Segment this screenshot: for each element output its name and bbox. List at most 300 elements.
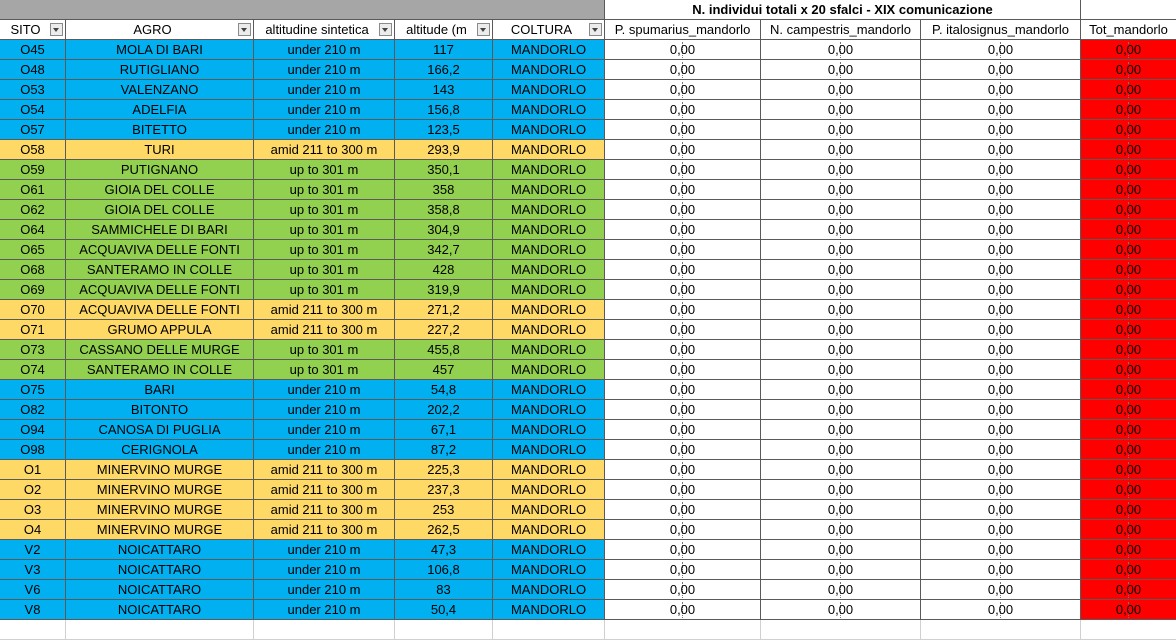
cell-coltura[interactable] (493, 40, 605, 60)
cell-coltura[interactable] (493, 120, 605, 140)
cell-sito[interactable] (0, 220, 66, 240)
cell-value: under 210 m (287, 542, 361, 557)
cell-sito[interactable] (0, 200, 66, 220)
cell-tot[interactable] (1081, 580, 1176, 600)
col-header-agro[interactable] (66, 20, 254, 40)
filter-dropdown-icon[interactable] (589, 23, 602, 36)
cell-value: 342,7 (427, 242, 460, 257)
cell-tot[interactable] (1081, 220, 1176, 240)
cell-sito[interactable] (0, 460, 66, 480)
cell-tot[interactable] (1081, 200, 1176, 220)
cell-ital[interactable] (921, 380, 1081, 400)
cell-spum[interactable] (605, 120, 761, 140)
cell-agro[interactable] (66, 100, 254, 120)
cell-sito[interactable] (0, 400, 66, 420)
cell-agro[interactable] (66, 200, 254, 220)
cell-coltura[interactable] (493, 460, 605, 480)
cell-agro[interactable] (66, 360, 254, 380)
cell-coltura[interactable] (493, 140, 605, 160)
cell-agro[interactable] (66, 280, 254, 300)
cell-alt-sint[interactable] (254, 100, 395, 120)
cell-value: 83 (436, 582, 451, 597)
cell-alt[interactable] (395, 60, 493, 80)
cell-tot[interactable] (1081, 600, 1176, 620)
cell-alt-sint[interactable] (254, 240, 395, 260)
cell-spum[interactable] (605, 580, 761, 600)
cell-agro[interactable] (66, 260, 254, 280)
cell-sito[interactable] (0, 320, 66, 340)
cell-sito[interactable] (0, 480, 66, 500)
cell-agro[interactable] (66, 140, 254, 160)
empty-cell[interactable] (254, 620, 395, 640)
cell-alt-sint[interactable] (254, 300, 395, 320)
cell-spum[interactable] (605, 140, 761, 160)
cell-coltura[interactable] (493, 520, 605, 540)
cell-alt-sint[interactable] (254, 580, 395, 600)
header-blank-cell[interactable] (0, 0, 605, 20)
cell-alt-sint[interactable] (254, 420, 395, 440)
cell-sito[interactable] (0, 600, 66, 620)
cell-sito[interactable] (0, 560, 66, 580)
empty-cell[interactable] (1081, 620, 1176, 640)
cell-ital[interactable] (921, 140, 1081, 160)
cell-spum[interactable] (605, 400, 761, 420)
cell-alt[interactable] (395, 280, 493, 300)
cell-spum[interactable] (605, 260, 761, 280)
cell-coltura[interactable] (493, 260, 605, 280)
cell-value: MOLA DI BARI (116, 42, 203, 57)
cell-agro[interactable] (66, 120, 254, 140)
cell-ital[interactable] (921, 80, 1081, 100)
cell-ital[interactable] (921, 540, 1081, 560)
cell-ital[interactable] (921, 460, 1081, 480)
cell-agro[interactable] (66, 460, 254, 480)
cell-coltura[interactable] (493, 360, 605, 380)
cell-alt[interactable] (395, 240, 493, 260)
group-title[interactable]: N. individui totali x 20 sfalci - XIX comunicazione (605, 0, 1081, 20)
cell-sito[interactable] (0, 60, 66, 80)
cell-alt[interactable] (395, 500, 493, 520)
cell-tot[interactable] (1081, 440, 1176, 460)
cell-alt-sint[interactable] (254, 180, 395, 200)
cell-alt[interactable] (395, 220, 493, 240)
cell-alt[interactable] (395, 140, 493, 160)
cell-alt-sint[interactable] (254, 80, 395, 100)
cell-coltura[interactable] (493, 480, 605, 500)
cell-ital[interactable] (921, 400, 1081, 420)
col-header-italosignus[interactable]: P. italosignus_mandorlo (921, 20, 1081, 40)
cell-value: 0,00 (827, 582, 854, 597)
cell-ital[interactable] (921, 520, 1081, 540)
cell-alt[interactable] (395, 200, 493, 220)
cell-alt[interactable] (395, 420, 493, 440)
cell-tot[interactable] (1081, 320, 1176, 340)
cell-camp[interactable] (761, 160, 921, 180)
cell-agro[interactable] (66, 420, 254, 440)
cell-agro[interactable] (66, 600, 254, 620)
cell-coltura[interactable] (493, 600, 605, 620)
cell-tot[interactable] (1081, 540, 1176, 560)
cell-alt[interactable] (395, 360, 493, 380)
cell-coltura[interactable] (493, 500, 605, 520)
cell-alt[interactable] (395, 480, 493, 500)
cell-tot[interactable] (1081, 240, 1176, 260)
cell-spum[interactable] (605, 600, 761, 620)
empty-cell[interactable] (0, 620, 66, 640)
cell-ital[interactable] (921, 260, 1081, 280)
cell-coltura[interactable] (493, 160, 605, 180)
cell-coltura[interactable] (493, 200, 605, 220)
cell-camp[interactable] (761, 60, 921, 80)
cell-ital[interactable] (921, 300, 1081, 320)
cell-alt[interactable] (395, 40, 493, 60)
cell-coltura[interactable] (493, 280, 605, 300)
cell-agro[interactable] (66, 300, 254, 320)
cell-value: up to 301 m (289, 342, 359, 357)
cell-agro[interactable] (66, 480, 254, 500)
cell-alt[interactable] (395, 600, 493, 620)
col-header-tot[interactable]: Tot_mandorlo (1081, 20, 1176, 40)
cell-tot[interactable] (1081, 260, 1176, 280)
cell-ital[interactable] (921, 220, 1081, 240)
cell-spum[interactable] (605, 560, 761, 580)
cell-ital[interactable] (921, 420, 1081, 440)
cell-value: MANDORLO (510, 202, 587, 217)
cell-spum[interactable] (605, 180, 761, 200)
cell-alt[interactable] (395, 120, 493, 140)
cell-camp[interactable] (761, 120, 921, 140)
cell-spum[interactable] (605, 340, 761, 360)
filter-dropdown-icon[interactable] (238, 23, 251, 36)
cell-alt-sint[interactable] (254, 500, 395, 520)
cell-alt[interactable] (395, 560, 493, 580)
cell-alt[interactable] (395, 540, 493, 560)
cell-alt-sint[interactable] (254, 460, 395, 480)
cell-ital[interactable] (921, 100, 1081, 120)
empty-cell[interactable] (493, 620, 605, 640)
cell-agro[interactable] (66, 380, 254, 400)
cell-spum[interactable] (605, 460, 761, 480)
cell-agro[interactable] (66, 440, 254, 460)
cell-coltura[interactable] (493, 80, 605, 100)
cell-sito[interactable] (0, 240, 66, 260)
filter-dropdown-icon[interactable] (50, 23, 63, 36)
cell-coltura[interactable] (493, 100, 605, 120)
cell-alt-sint[interactable] (254, 40, 395, 60)
cell-coltura[interactable] (493, 420, 605, 440)
cell-value: VALENZANO (120, 82, 199, 97)
empty-cell[interactable] (921, 620, 1081, 640)
cell-camp[interactable] (761, 40, 921, 60)
cell-coltura[interactable] (493, 220, 605, 240)
cell-ital[interactable] (921, 340, 1081, 360)
empty-cell[interactable] (605, 620, 761, 640)
cell-spum[interactable] (605, 540, 761, 560)
cell-value: O62 (20, 202, 45, 217)
cell-camp[interactable] (761, 580, 921, 600)
cell-ital[interactable] (921, 600, 1081, 620)
empty-cell[interactable] (761, 620, 921, 640)
cell-coltura[interactable] (493, 60, 605, 80)
cell-ital[interactable] (921, 180, 1081, 200)
cell-camp[interactable] (761, 400, 921, 420)
col-header-sito[interactable] (0, 20, 66, 40)
cell-alt-sint[interactable] (254, 120, 395, 140)
cell-camp[interactable] (761, 460, 921, 480)
cell-sito[interactable] (0, 300, 66, 320)
cell-camp[interactable] (761, 380, 921, 400)
cell-alt-sint[interactable] (254, 340, 395, 360)
cell-tot[interactable] (1081, 560, 1176, 580)
cell-alt-sint[interactable] (254, 600, 395, 620)
empty-cell[interactable] (395, 620, 493, 640)
cell-spum[interactable] (605, 360, 761, 380)
cell-alt-sint[interactable] (254, 360, 395, 380)
cell-tot[interactable] (1081, 520, 1176, 540)
cell-tot[interactable] (1081, 500, 1176, 520)
cell-camp[interactable] (761, 180, 921, 200)
cell-ital[interactable] (921, 560, 1081, 580)
cell-tot[interactable] (1081, 100, 1176, 120)
cell-agro[interactable] (66, 220, 254, 240)
cell-camp[interactable] (761, 520, 921, 540)
cell-agro[interactable] (66, 80, 254, 100)
cell-coltura[interactable] (493, 440, 605, 460)
cell-alt[interactable] (395, 100, 493, 120)
cell-alt[interactable] (395, 300, 493, 320)
cell-sito[interactable] (0, 120, 66, 140)
cell-alt[interactable] (395, 260, 493, 280)
cell-tot[interactable] (1081, 400, 1176, 420)
cell-camp[interactable] (761, 440, 921, 460)
cell-sito[interactable] (0, 180, 66, 200)
cell-tot[interactable] (1081, 80, 1176, 100)
empty-cell[interactable] (66, 620, 254, 640)
cell-alt-sint[interactable] (254, 320, 395, 340)
cell-alt[interactable] (395, 80, 493, 100)
cell-alt-sint[interactable] (254, 60, 395, 80)
cell-camp[interactable] (761, 300, 921, 320)
col-header-spumarius[interactable]: P. spumarius_mandorlo (605, 20, 761, 40)
table-row (0, 540, 1176, 560)
cell-agro[interactable] (66, 500, 254, 520)
cell-tot[interactable] (1081, 280, 1176, 300)
cell-ital[interactable] (921, 60, 1081, 80)
cell-alt-sint[interactable] (254, 280, 395, 300)
cell-coltura[interactable] (493, 240, 605, 260)
col-header-coltura[interactable] (493, 20, 605, 40)
cell-spum[interactable] (605, 280, 761, 300)
cell-camp[interactable] (761, 260, 921, 280)
cell-spum[interactable] (605, 200, 761, 220)
cell-coltura[interactable] (493, 320, 605, 340)
cell-coltura[interactable] (493, 180, 605, 200)
cell-camp[interactable] (761, 480, 921, 500)
cell-ital[interactable] (921, 440, 1081, 460)
cell-agro[interactable] (66, 560, 254, 580)
cell-ital[interactable] (921, 480, 1081, 500)
cell-sito[interactable] (0, 540, 66, 560)
cell-sito[interactable] (0, 260, 66, 280)
cell-sito[interactable] (0, 520, 66, 540)
cell-alt-sint[interactable] (254, 540, 395, 560)
cell-camp[interactable] (761, 100, 921, 120)
cell-camp[interactable] (761, 240, 921, 260)
col-header-altitude[interactable] (395, 20, 493, 40)
cell-spum[interactable] (605, 240, 761, 260)
cell-coltura[interactable] (493, 300, 605, 320)
filter-dropdown-icon[interactable] (379, 23, 392, 36)
cell-agro[interactable] (66, 180, 254, 200)
cell-ital[interactable] (921, 280, 1081, 300)
cell-coltura[interactable] (493, 560, 605, 580)
cell-agro[interactable] (66, 540, 254, 560)
cell-spum[interactable] (605, 440, 761, 460)
cell-spum[interactable] (605, 520, 761, 540)
cell-ital[interactable] (921, 160, 1081, 180)
header-blank-right[interactable] (1081, 0, 1176, 20)
cell-ital[interactable] (921, 200, 1081, 220)
cell-alt[interactable] (395, 440, 493, 460)
cell-ital[interactable] (921, 500, 1081, 520)
cell-camp[interactable] (761, 540, 921, 560)
cell-spum[interactable] (605, 60, 761, 80)
cell-tot[interactable] (1081, 360, 1176, 380)
cell-ital[interactable] (921, 240, 1081, 260)
cell-alt[interactable] (395, 180, 493, 200)
cell-alt-sint[interactable] (254, 520, 395, 540)
cell-agro[interactable] (66, 340, 254, 360)
cell-agro[interactable] (66, 60, 254, 80)
cell-alt[interactable] (395, 400, 493, 420)
cell-alt[interactable] (395, 340, 493, 360)
cell-tot[interactable] (1081, 460, 1176, 480)
cell-tot[interactable] (1081, 140, 1176, 160)
cell-ital[interactable] (921, 580, 1081, 600)
cell-alt-sint[interactable] (254, 200, 395, 220)
cell-alt[interactable] (395, 520, 493, 540)
col-header-campestris[interactable]: N. campestris_mandorlo (761, 20, 921, 40)
cell-sito[interactable] (0, 580, 66, 600)
cell-spum[interactable] (605, 100, 761, 120)
cell-camp[interactable] (761, 360, 921, 380)
cell-coltura[interactable] (493, 580, 605, 600)
cell-alt[interactable] (395, 460, 493, 480)
cell-tot[interactable] (1081, 300, 1176, 320)
cell-sito[interactable] (0, 280, 66, 300)
cell-tot[interactable] (1081, 160, 1176, 180)
cell-camp[interactable] (761, 420, 921, 440)
cell-camp[interactable] (761, 560, 921, 580)
cell-agro[interactable] (66, 580, 254, 600)
cell-camp[interactable] (761, 280, 921, 300)
cell-alt-sint[interactable] (254, 260, 395, 280)
cell-agro[interactable] (66, 240, 254, 260)
cell-alt[interactable] (395, 580, 493, 600)
cell-sito[interactable] (0, 360, 66, 380)
cell-tot[interactable] (1081, 180, 1176, 200)
cell-agro[interactable] (66, 400, 254, 420)
cell-coltura[interactable] (493, 340, 605, 360)
filter-dropdown-icon[interactable] (477, 23, 490, 36)
cell-camp[interactable] (761, 320, 921, 340)
cell-alt[interactable] (395, 320, 493, 340)
cell-sito[interactable] (0, 160, 66, 180)
col-header-altitudine-sintetica[interactable] (254, 20, 395, 40)
cell-ital[interactable] (921, 320, 1081, 340)
cell-spum[interactable] (605, 40, 761, 60)
cell-sito[interactable] (0, 380, 66, 400)
cell-value: 0,00 (827, 402, 854, 417)
cell-alt-sint[interactable] (254, 440, 395, 460)
cell-camp[interactable] (761, 500, 921, 520)
cell-alt-sint[interactable] (254, 220, 395, 240)
cell-agro[interactable] (66, 160, 254, 180)
cell-value: ADELFIA (132, 102, 187, 117)
cell-agro[interactable] (66, 40, 254, 60)
cell-alt-sint[interactable] (254, 400, 395, 420)
cell-sito[interactable] (0, 440, 66, 460)
cell-sito[interactable] (0, 80, 66, 100)
cell-ital[interactable] (921, 120, 1081, 140)
cell-camp[interactable] (761, 200, 921, 220)
cell-coltura[interactable] (493, 380, 605, 400)
cell-value: MANDORLO (510, 62, 587, 77)
cell-alt-sint[interactable] (254, 140, 395, 160)
cell-sito[interactable] (0, 100, 66, 120)
cell-spum[interactable] (605, 500, 761, 520)
cell-tot[interactable] (1081, 40, 1176, 60)
cell-spum[interactable] (605, 380, 761, 400)
cell-spum[interactable] (605, 80, 761, 100)
cell-camp[interactable] (761, 220, 921, 240)
cell-spum[interactable] (605, 300, 761, 320)
cell-spum[interactable] (605, 160, 761, 180)
cell-spum[interactable] (605, 480, 761, 500)
cell-camp[interactable] (761, 340, 921, 360)
cell-alt-sint[interactable] (254, 380, 395, 400)
cell-tot[interactable] (1081, 380, 1176, 400)
cell-sito[interactable] (0, 340, 66, 360)
cell-tot[interactable] (1081, 420, 1176, 440)
cell-tot[interactable] (1081, 60, 1176, 80)
cell-ital[interactable] (921, 360, 1081, 380)
cell-agro[interactable] (66, 520, 254, 540)
cell-coltura[interactable] (493, 540, 605, 560)
cell-sito[interactable] (0, 40, 66, 60)
cell-spum[interactable] (605, 320, 761, 340)
cell-alt[interactable] (395, 380, 493, 400)
cell-sito[interactable] (0, 140, 66, 160)
cell-tot[interactable] (1081, 120, 1176, 140)
cell-ital[interactable] (921, 40, 1081, 60)
cell-agro[interactable] (66, 320, 254, 340)
cell-alt-sint[interactable] (254, 480, 395, 500)
cell-sito[interactable] (0, 500, 66, 520)
cell-alt-sint[interactable] (254, 560, 395, 580)
cell-sito[interactable] (0, 420, 66, 440)
cell-tot[interactable] (1081, 340, 1176, 360)
cell-alt-sint[interactable] (254, 160, 395, 180)
cell-spum[interactable] (605, 420, 761, 440)
cell-camp[interactable] (761, 80, 921, 100)
cell-alt[interactable] (395, 160, 493, 180)
cell-camp[interactable] (761, 140, 921, 160)
cell-spum[interactable] (605, 220, 761, 240)
cell-camp[interactable] (761, 600, 921, 620)
cell-coltura[interactable] (493, 400, 605, 420)
cell-tot[interactable] (1081, 480, 1176, 500)
